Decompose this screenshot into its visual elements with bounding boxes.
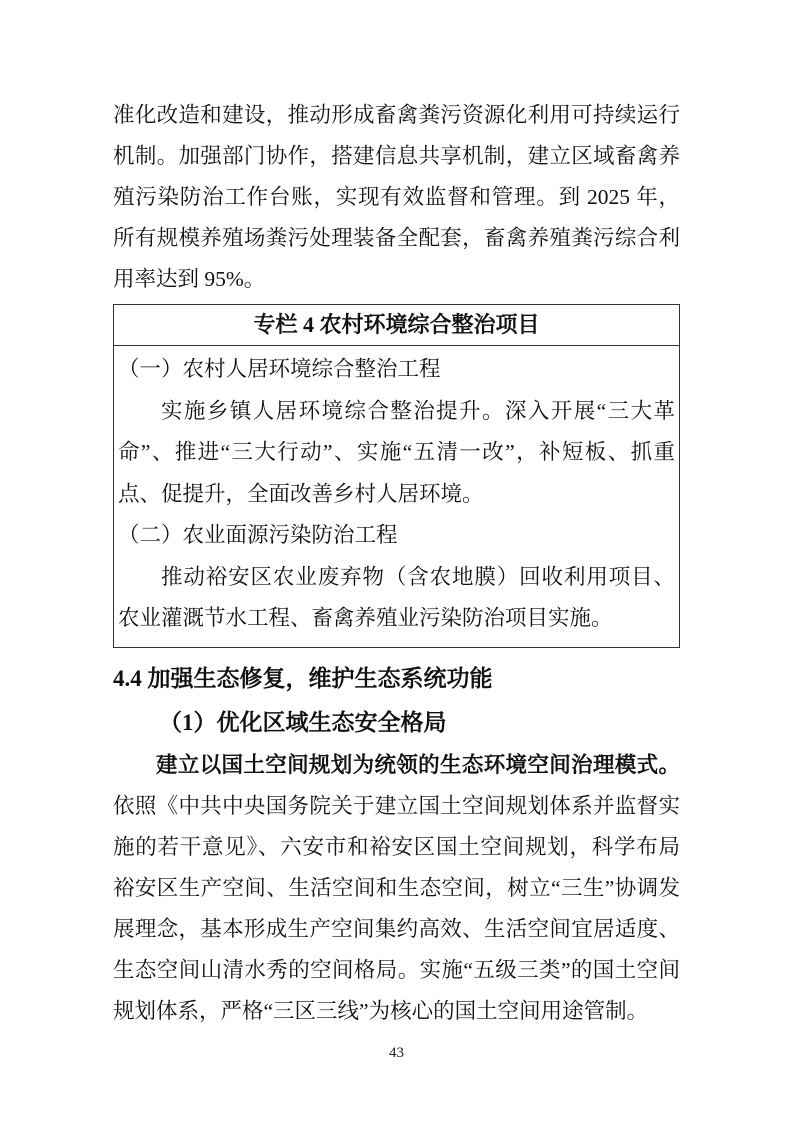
- box-item-1-body: 实施乡镇人居环境综合整治提升。深入开展“三大革命”、推进“三大行动”、实施“五清一改”，补短板、抓重点、促提升，全面改善乡村人居环境。: [118, 398, 675, 506]
- feature-box-title: 专栏 4 农村环境综合整治项目: [114, 305, 679, 346]
- box-item-2-heading: （二）农业面源污染防治工程: [118, 523, 398, 547]
- section-paragraph-lead: 建立以国土空间规划为统领的生态环境空间治理模式。: [156, 752, 680, 777]
- section-heading: 4.4 加强生态修复，维护生态系统功能: [113, 665, 493, 691]
- section-subheading: （1）优化区域生态安全格局: [159, 709, 447, 735]
- box-item-1-heading: （一）农村人居环境综合整治工程: [118, 357, 441, 381]
- page-number: 43: [389, 1045, 404, 1061]
- section-paragraph: [113, 745, 680, 1032]
- box-item-2-body: 推动裕安区农业废弃物（含农地膜）回收利用项目、农业灌溉节水工程、畜禽养殖业污染防治项目实施。: [118, 564, 675, 630]
- feature-box: [113, 304, 680, 648]
- section-paragraph-body: 依照《中共中央国务院关于建立国土空间规划体系并监督实施的若干意见》、六安市和裕安区国土空间规划，科学布局裕安区生产空间、生活空间和生态空间，树立“三生”协调发展理念，基本形成生产空间集约高效、生活空间宜居适度、生态空间山清水秀的空间格局。实施“五级三类”的国土空间规划体系，严格“三区三线”为核心的国土空间用途管制。: [113, 793, 680, 1023]
- paragraph-top: 准化改造和建设，推动形成畜禽粪污资源化利用可持续运行机制。加强部门协作，搭建信息共享机制，建立区域畜禽养殖污染防治工作台账，实现有效监督和管理。到 2025 年，所有规模养殖场粪污处理装备全配套，畜禽养殖粪污综合利用率达到 95%。: [113, 103, 680, 291]
- feature-box-body: [114, 346, 679, 647]
- page-content: [113, 0, 680, 1032]
